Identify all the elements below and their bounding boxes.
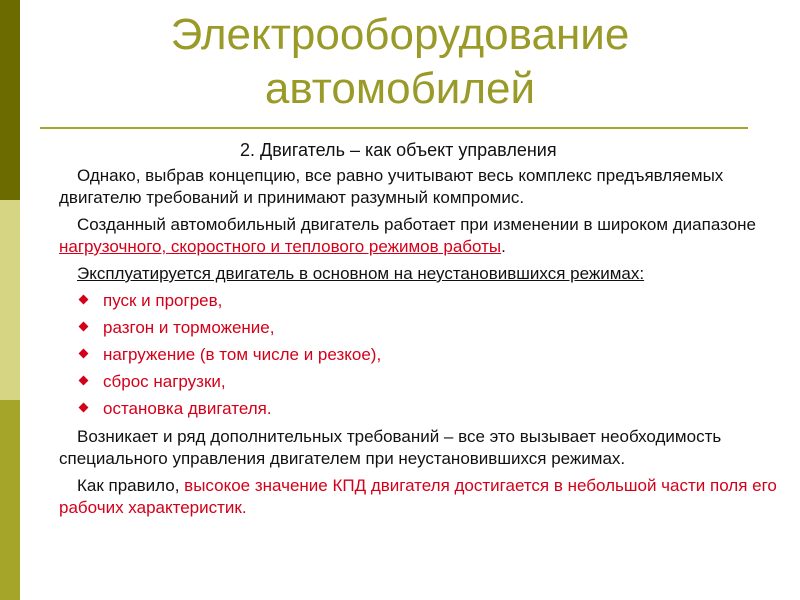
slide-title (40, 8, 760, 116)
paragraph-operating-range-end: . (501, 237, 506, 256)
slide-body (59, 165, 779, 524)
slide-title-line2: автомобилей (264, 64, 536, 113)
diamond-bullet-icon (79, 322, 89, 332)
list-item (59, 317, 779, 339)
list-item (59, 371, 779, 393)
paragraph-operating-range-text: Созданный автомобильный двигатель работает при изменении в широком диапазоне (77, 215, 756, 234)
list-item-text: пуск и прогрев, (103, 291, 223, 310)
paragraph-efficiency-highlight: высокое значение КПД двигателя достигается в небольшой части поля его рабочих характеристик. (59, 476, 777, 517)
diamond-bullet-icon (79, 349, 89, 359)
list-item-text: сброс нагрузки, (103, 372, 226, 391)
diamond-bullet-icon (79, 376, 89, 386)
operating-modes-link[interactable]: нагрузочного, скоростного и теплового режимов работы (59, 237, 502, 256)
slide-title-line1: Электрооборудование (170, 10, 630, 59)
paragraph-efficiency (59, 475, 779, 519)
left-decor-strip-light (0, 200, 20, 400)
slide-subtitle: 2. Двигатель – как объект управления (240, 140, 557, 160)
diamond-bullet-icon (79, 403, 89, 413)
paragraph-operating-range (59, 214, 779, 258)
diamond-bullet-icon (79, 295, 89, 305)
list-item (59, 344, 779, 366)
title-divider (40, 127, 748, 129)
list-item-text: остановка двигателя. (103, 399, 272, 418)
paragraph-transient-modes: Эксплуатируется двигатель в основном на неустановившихся режимах: (77, 264, 645, 283)
list-item-text: нагружение (в том числе и резкое), (103, 345, 382, 364)
left-decor-strip-mid (0, 400, 20, 600)
list-item (59, 290, 779, 312)
paragraph-additional-requirements: Возникает и ряд дополнительных требований – все это вызывает необходимость специального управления двигателем при неустановившихся режимах. (59, 427, 722, 468)
paragraph-compromise: Однако, выбрав концепцию, все равно учитывают весь комплекс предъявляемых двигателю требований и принимают разумный компромис. (59, 166, 724, 207)
list-item (59, 398, 779, 420)
list-item-text: разгон и торможение, (103, 318, 275, 337)
transient-modes-list (59, 290, 779, 420)
left-decor-strip-dark (0, 0, 20, 200)
paragraph-efficiency-start: Как правило, (77, 476, 185, 495)
